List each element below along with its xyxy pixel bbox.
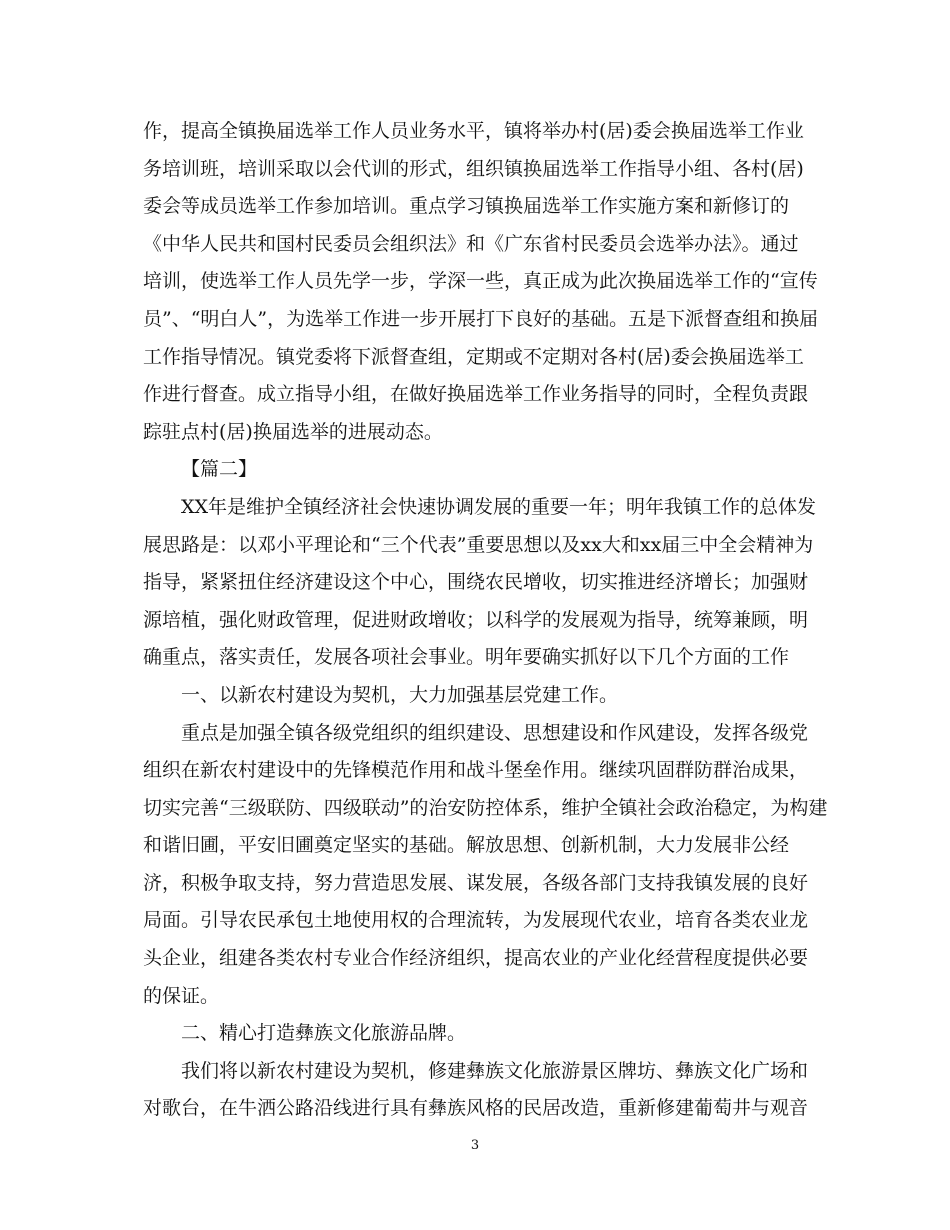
text-line: 展思路是：以邓小平理论和“三个代表”重要思想以及xx大和xx届三中全会精神为 xyxy=(143,533,814,556)
text-line: 济，积极争取支持，努力营造思发展、谋发展，各级各部门支持我镇发展的良好 xyxy=(143,871,809,894)
paragraph xyxy=(143,677,811,715)
page-number: 3 xyxy=(470,1138,480,1153)
text-line: 的保证。 xyxy=(143,984,220,1007)
text-line: 头企业，组建各类农村专业合作经济组织，提高农业的产业化经营程度提供必要 xyxy=(143,947,809,970)
text-line: 组织在新农村建设中的先锋模范作用和战斗堡垒作用。继续巩固群防群治成果， xyxy=(143,759,809,782)
text-line: 和谐旧圃，平安旧圃奠定坚实的基础。解放思想、创新机制，大力发展非公经 xyxy=(143,834,790,857)
text-line: 培训，使选举工作人员先学一步，学深一些，真正成为此次换届选举工作的“宣传 xyxy=(143,270,818,293)
text-line: 踪驻点村(居)换届选举的进展动态。 xyxy=(143,420,443,443)
paragraph xyxy=(143,715,828,1016)
paragraph xyxy=(143,1015,811,1053)
text-line: 重点是加强全镇各级党组织的组织建设、思想建设和作风建设，发挥各级党 xyxy=(181,721,809,744)
paragraph xyxy=(143,489,817,677)
text-line: 务培训班，培训采取以会代训的形式，组织镇换届选举工作指导小组、各村(居) xyxy=(143,157,804,180)
text-line: 切实完善“三级联防、四级联动”的治安防控体系，维护全镇社会政治稳定，为构建 xyxy=(143,796,828,819)
paragraph xyxy=(143,113,819,451)
text-line: 对歌台，在牛洒公路沿线进行具有彝族风格的民居改造，重新修建葡萄井与观音 xyxy=(143,1097,809,1120)
text-line: 委会等成员选举工作参加培训。重点学习镇换届选举工作实施方案和新修订的 xyxy=(143,195,790,218)
text-line: 工作指导情况。镇党委将下派督查组，定期或不定期对各村(居)委会换届选举工 xyxy=(143,345,804,368)
text-line: 指导，紧紧扭住经济建设这个中心，围绕农民增收，切实推进经济增长；加强财 xyxy=(143,571,809,594)
text-line: 我们将以新农村建设为契机，修建彝族文化旅游景区牌坊、彝族文化广场和 xyxy=(181,1059,809,1082)
text-line: 《中华人民共和国村民委员会组织法》和《广东省村民委员会选举办法》。通过 xyxy=(143,232,799,255)
document-body xyxy=(143,113,828,1128)
text-line: 源培植，强化财政管理，促进财政增收；以科学的发展观为指导，统筹兼顾，明 xyxy=(143,608,809,631)
text-line: 【篇二】 xyxy=(181,458,258,481)
text-line: XX年是维护全镇经济社会快速协调发展的重要一年；明年我镇工作的总体发 xyxy=(181,495,817,518)
section-heading xyxy=(143,451,811,489)
text-line: 二、精心打造彝族文化旅游品牌。 xyxy=(181,1022,467,1045)
text-line: 作，提高全镇换届选举工作人员业务水平，镇将举办村(居)委会换届选举工作业 xyxy=(143,120,804,142)
text-line: 确重点，落实责任，发展各项社会事业。明年要确实抓好以下几个方面的工作 xyxy=(143,646,790,669)
text-line: 一、以新农村建设为契机，大力加强基层党建工作。 xyxy=(181,683,619,706)
paragraph xyxy=(143,1053,811,1128)
text-line: 作进行督查。成立指导小组，在做好换届选举工作业务指导的同时，全程负责跟 xyxy=(143,383,809,406)
text-line: 局面。引导农民承包土地使用权的合理流转，为发展现代农业，培育各类农业龙 xyxy=(143,909,809,932)
text-line: 员”、“明白人”，为选举工作进一步开展打下良好的基础。五是下派督查组和换届 xyxy=(143,307,819,330)
